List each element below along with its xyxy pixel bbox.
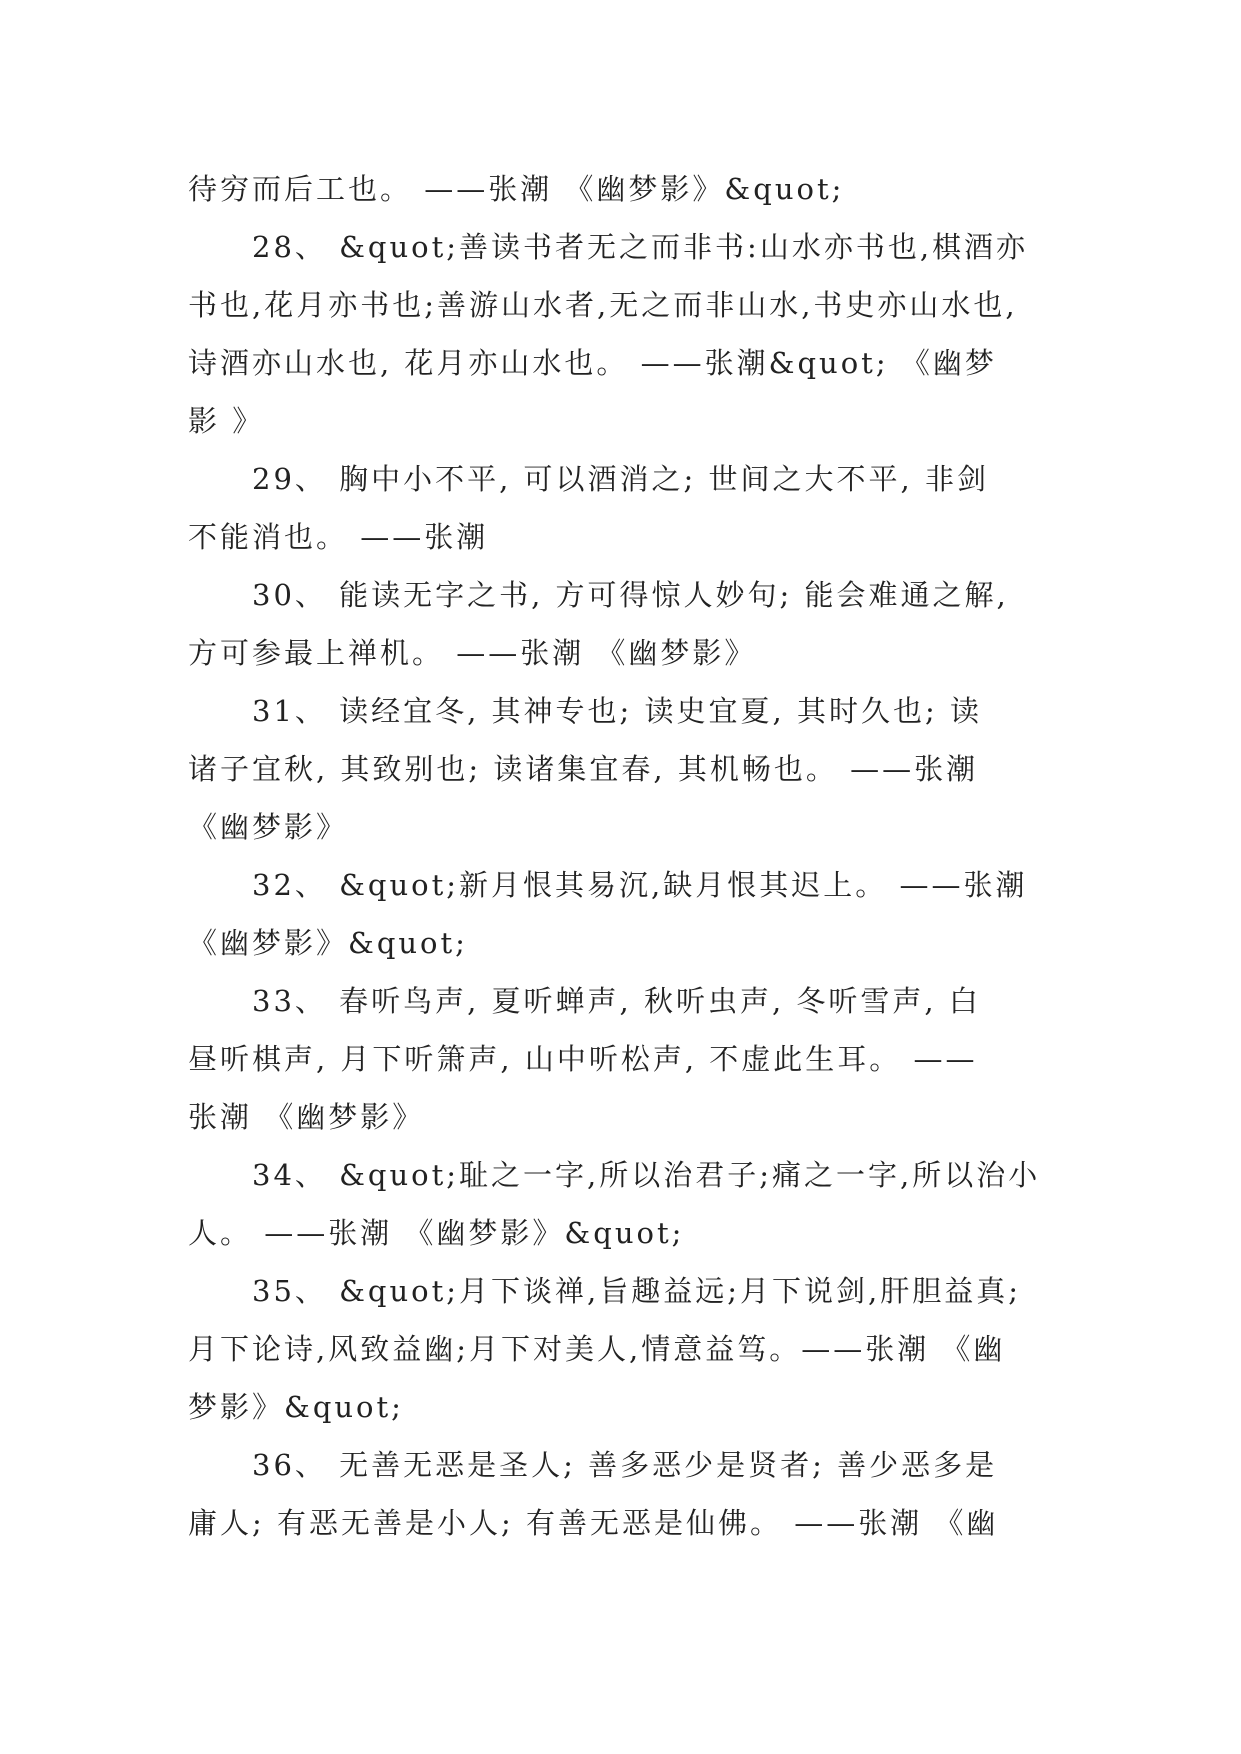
text-line: 29、 胸中小不平, 可以酒消之; 世间之大不平, 非剑 bbox=[252, 462, 989, 496]
text-line: 昼听棋声, 月下听箫声, 山中听松声, 不虚此生耳。 —— bbox=[188, 1042, 978, 1076]
text-line: 《幽梦影》&quot; bbox=[188, 926, 468, 960]
text-line: 28、 &quot;善读书者无之而非书:山水亦书也,棋酒亦 bbox=[252, 230, 1029, 264]
text-line: 待穷而后工也。 ——张潮 《幽梦影》&quot; bbox=[188, 172, 845, 206]
text-line: 不能消也。 ——张潮 bbox=[188, 520, 489, 554]
text-line: 32、 &quot;新月恨其易沉,缺月恨其迟上。 ——张潮 bbox=[252, 868, 1028, 902]
text-line: 31、 读经宜冬, 其神专也; 读史宜夏, 其时久也; 读 bbox=[252, 694, 982, 728]
text-line: 方可参最上禅机。 ——张潮 《幽梦影》 bbox=[188, 636, 757, 670]
text-line: 书也,花月亦书也;善游山水者,无之而非山水,书史亦山水也, bbox=[188, 288, 1018, 322]
text-line: 影 》 bbox=[188, 404, 265, 438]
text-line: 庸人; 有恶无善是小人; 有善无恶是仙佛。 ——张潮 《幽 bbox=[188, 1506, 999, 1540]
document-body bbox=[188, 160, 1050, 1552]
text-line: 梦影》&quot; bbox=[188, 1390, 404, 1424]
text-line: 34、 &quot;耻之一字,所以治君子;痛之一字,所以治小 bbox=[252, 1158, 1041, 1192]
text-line: 30、 能读无字之书, 方可得惊人妙句; 能会难通之解, bbox=[252, 578, 1009, 612]
text-line: 诸子宜秋, 其致别也; 读诸集宜春, 其机畅也。 ——张潮 bbox=[188, 752, 979, 786]
text-line: 36、 无善无恶是圣人; 善多恶少是贤者; 善少恶多是 bbox=[252, 1448, 998, 1482]
text-line: 诗酒亦山水也, 花月亦山水也。 ——张潮&quot; 《幽梦 bbox=[188, 346, 997, 380]
text-line: 张潮 《幽梦影》 bbox=[188, 1100, 425, 1134]
text-line: 人。 ——张潮 《幽梦影》&quot; bbox=[188, 1216, 685, 1250]
text-line: 35、 &quot;月下谈禅,旨趣益远;月下说剑,肝胆益真; bbox=[252, 1274, 1022, 1308]
text-line: 月下论诗,风致益幽;月下对美人,情意益笃。——张潮 《幽 bbox=[188, 1332, 1006, 1366]
text-line: 《幽梦影》 bbox=[188, 810, 349, 844]
text-line: 33、 春听鸟声, 夏听蝉声, 秋听虫声, 冬听雪声, 白 bbox=[252, 984, 981, 1018]
